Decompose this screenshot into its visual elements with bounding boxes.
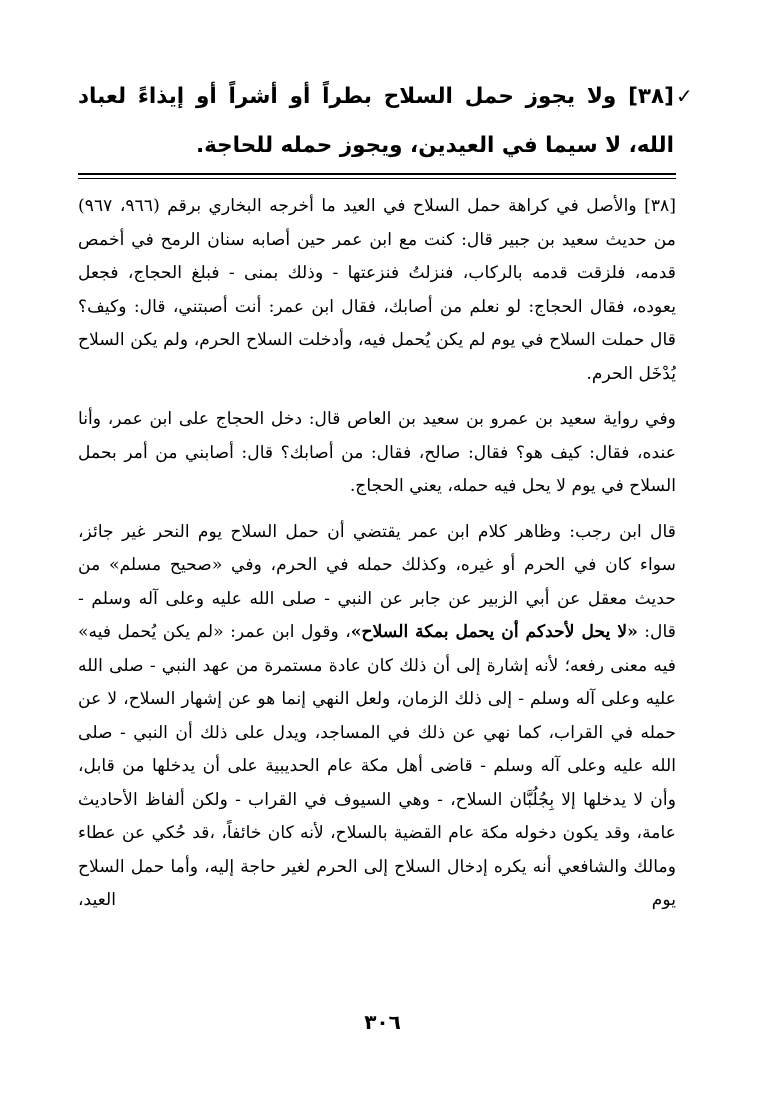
separator-rule	[78, 173, 676, 179]
page-number: ٣٠٦	[364, 1010, 401, 1034]
hadith-quote: «لا يحل لأحدكم أن يحمل بمكة السلاح»	[350, 622, 638, 642]
paragraph-3	[78, 516, 676, 918]
paragraph-3-rest: ، وقول ابن عمر: «لم يكن يُحمل فيه» فيه معنى رفعه؛ لأنه إشارة إلى أن ذلك كان عادة مستمرة من عهد النبي - صلى الله عليه وعلى آله وسلم - إلى ذلك الزمان، ولعل النهي إنما هو عن إشهار السلاح، لا عن حمله في القراب، كما نهي عن ذلك في المساجد، ويدل على ذلك أن النبي - صلى الله عليه وعلى آله وسلم - قاضى أهل مكة عام الحديبية على أن يدخلها من قابل، وأن لا يدخلها إلا بِجُلُبَّان السلاح، - وهي السيوف في القراب - ولكن ألفاظ الأحاديث عامة، وقد يكون دخوله مكة عام القضية بالسلاح، لأنه كان خائفاً، ،قد حُكي عن عطاء ومالك والشافعي أنه يكره إدخال السلاح إلى الحرم لغير حاجة إليه، وأما حمل السلاح يوم العيد،	[78, 622, 676, 910]
paragraph-3-intro: قال ابن رجب: وظاهر كلام ابن عمر يقتضي أن حمل السلاح يوم النحر غير جائز، سواء كان في الحرم أو غيره، وكذلك حمله في الحرم، وفي «صحيح مسلم» من حديث معقل عن أبي الزبير عن جابر عن النبي - صلى الله عليه وعلى آله وسلم - قال:	[78, 521, 676, 642]
paragraph-1: [٣٨] والأصل في كراهة حمل السلاح في العيد ما أخرجه البخاري برقم (٩٦٦، ٩٦٧) من حديث سعيد بن جبير قال: كنت مع ابن عمر حين أصابه سنان الرمح في أخمص قدمه، فلزقت قدمه بالركاب، فنزلتُ فنزعتها - وذلك بمنى - فبلغ الحجاج، فجعل يعوده، فقال الحجاج: لو نعلم من أصابك، فقال ابن عمر: أنت أصبتني، قال: وكيف؟ قال حملت السلاح في يوم لم يكن يُحمل فيه، وأدخلت السلاح الحرم، ولم يكن السلاح يُدْخَل الحرم.	[78, 196, 676, 384]
section-heading: [٣٨] ولا يجوز حمل السلاح بطراً أو أشراً أو إيذاءً لعباد الله، لا سيما في العيدين، ويجوز حمله للحاجة.	[78, 84, 674, 158]
paragraph-2: وفي رواية سعيد بن عمرو بن سعيد بن العاص قال: دخل الحجاج على ابن عمر، وأنا عنده، فقال: كيف هو؟ فقال: صالح، فقال: من أصابك؟ قال: أصابني من أمر بحمل السلاح في يوم لا يحل فيه حمله، يعني الحجاج.	[78, 409, 676, 496]
margin-check-mark: ✓	[676, 84, 693, 108]
commentary-body	[78, 190, 676, 918]
